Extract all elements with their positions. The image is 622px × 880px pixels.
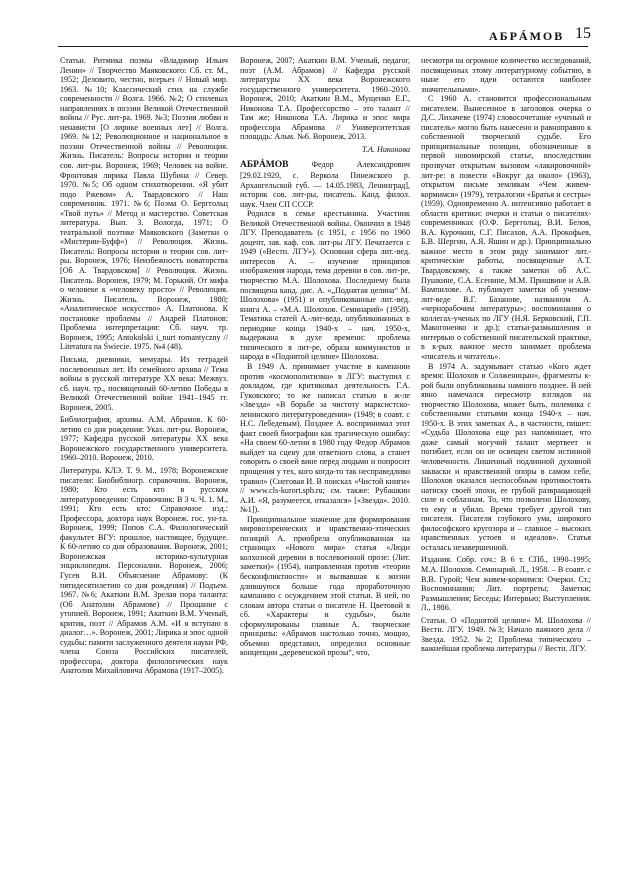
- author-signature: Т.А. Никонова: [362, 144, 410, 154]
- entry-intro: Федор Александрович [29.02.1920, с. Веркола Пинежского р. Архангельской губ. — 14.05.1983, Ленинград], историк сов. лит-ры, писатель. Канд. филол. наук. Член СП СССР.: [240, 160, 410, 209]
- column-2: [240, 56, 410, 658]
- literature-continued-paragraph: Воронеж, 2007; Акаткин В.М. Ученый, педагог, поэт (А.М. Абрамов) // Кафедра русской литературы XX века Воронежского государственного университета. 1960–2010. Воронеж, 2010; Акаткин В.М., Мущенко Е.Г., Никонова Т.А. Профессорство – это талант // Там же; Никонова Т.А. Лирика и эпос мира профессора Абрамова // Университетская площадь: Альм. №6. Воронеж, 2013.: [240, 56, 410, 142]
- continuation-paragraph: несмотря на огромное количество исследований, посвященных этому литературному событию, в ныне его идеи остаются наиболее значительными».: [421, 56, 591, 94]
- writer-paragraph: С 1960 А. становится профессиональным писателем. Вынесенное в заголовок очерка о Д.С. Лихачеве (1974) словосочетание «ученый и писатель» могло быть нанесено и равноправно к собственной творческой судьбе. Его принципиальные позиции, обозначенные в первой новомирской статье, впоследствии прозвучат открытым вызовом «лакировочной» лит-ре: в повести «Вокруг да около» (1963), открытом письме землякам «Чем живем-кормимся» (1979), тетралогии «Братья и сестры» (1959). Одновременно А. интенсивно работает в области критики: очерки и статьи о писателях-современниках (О.Ф. Берггольц, В.И. Белов, В.А. Курочкин, С.Г. Писахов, А.А. Прокофьев, Б.В. Шергин, А.Я. Яшин и др.). Принципиально важное место в этом ряду занимают лит.-критические работы, посвященные А.Т. Твардовскому, а также заметки об А.С. Пушкине, С.А. Есенине, М.М. Пришвине и А.В. Вампилове. А. публикует заметки об ученом-лит-веде В.Г. Базанове, названном А. «чернорабочим литературы»; воспоминания о коллегах-ученых по ЛГУ (Н.Я. Берковский, Г.П. Макогоненко и др.); статьи-размышления и интервью о собственной писательской практике, в к-рых важное место занимает проблема «писатель и читатель».: [421, 94, 591, 361]
- editions-paragraph: Издания. Собр. соч.: В 6 т. СПб., 1990–1995; М.А. Шолохов. Семинарий. Л., 1958. – В соавт. с В.В. Гурой; Чем живем-кормимся: Очерки. Ст.; Воспоминания; Лит. портреты; Заметки; Размышления; Беседы; Интервью; Выступления. Л., 1986.: [421, 555, 591, 613]
- campaign-paragraph: В 1949 А. принимает участие в кампании против «космополитизма» в ЛГУ: выступил с докладом, где критиковал деятельность Г.А. Гуковского; то же написал статью в ж-ле «Звезда» «В борьбе за чистоту марксистско-ленинского литературоведения» (1949; в соавт. с Н.С. Лебедевым). Позднее А. воспринимал этот факт своей биографии как трагическую ошибку: «На своем 60-летии в 1980 году Федор Абрамов выйдет на сцену для ответного слова, а станет говорить о своей вине перед людьми и попросит прощения у тех, кого когда-то так несправедливо травил» (Снеговая И. В поисках «Чистой книги» // www.cls-kurort.spb.ru; см. также: Рубашкин А.И. «Я, разумеется, отказался» [«Звезда». 2010. №1]).: [240, 361, 410, 515]
- articles-paragraph: Статьи. Ритмика поэмы «Владимир Ильич Ленин» // Творчество Маяковского: Сб. ст. М., 1952; Деловито, честно, всерьез // Новый мир. 1963. №10; Классический стих на службе современности // Волга. 1966. №2; О стилевых направлениях в поэзии Великой Отечественной войны // Рус. лит-ра. 1969. №3; Поэзия любви и ненависти [О лирике военных лет] // Волга. 1969. №12; Революционное и национальное в поэзии Отечественной войны // Революция. Жизнь. Писатель: Вопросы истории и теории сов. лит-ры. Воронеж, 1969; Человек на войне. Фронтовая лирика Павла Шубина // Север. 1970. №5; Об одном стихотворении. «Я убит подо Ржевом» А. Твардовского // Наш современник. 1971. №6; Поэма О. Берггольц «Твой путь» // Метод и мастерство. Советская литература. Вып. 3. Вологда, 1971; О театральной поэтике Маяковского (Заметки о «Мистерии-Буфф») // Революция. Жизнь. Писатель: Вопросы истории и теории сов. лит-ры. Воронеж, 1976; Неизбежность новаторства [Об А. Твардовском] // Революция. Жизнь. Писатель. Воронеж, 1979; М. Горький. От мифа о человеке к «человеку просто» // Революция. Жизнь. Писатель. Воронеж, 1980; «Аналитическое искусство» А. Платонова. К постановке проблемы // Андрей Платонов: Проблемы интерпретации: Сб. науч. тр. Воронеж, 1995; Antokolski i_nurt romantyczny // Literatura na Świecie. 1975. №4 (48).: [60, 56, 228, 352]
- header-rule: [58, 46, 588, 47]
- entry-name: АБРÁМОВ: [240, 160, 289, 171]
- column-3: [421, 56, 591, 654]
- sholokhov-paragraph: В 1974 А. задумывает статью «Кого ждет время: Шолохов и Солженицын», фрагменты к-рой были опубликованы намного позднее. В ней явно намечался пересмотр взглядов на творчество Шолохова, может быть, полемика с собственными статьями конца 1940-х – нач. 1950-х. В этих заметках А., в частности, пишет: «Судьба Шолохова еще раз напоминает, что даже самый могучий талант мертвеет и погибает, если он не освещен светом истинной человечности. Лишенный подлинной духовной закваски и нравственной опоры в самом себе, Шолохов оказался неспособным противостоять натиску своей эпохи, ее грубой развращающей силе и соблазнам. То, что позволено Шолохову, то ему и убило. Время требует другой тип писателя. Писателя глубокого ума, широкого философского кругозора и – главное – высоких нравственных устоев и идеалов». Статья осталась незавершенной.: [421, 361, 591, 552]
- letters-paragraph: Письма, дневники, мемуары. Из тетрадей послевоенных лет. Из семейного архива // Тема войны в русской литературе XX века: Межвуз. сб. науч. тр., посвященный 60-летию Победы в Великой Отечественной войне 1941–1945 гг. Воронеж, 2005.: [60, 354, 228, 412]
- bibliography-paragraph: Библиография, архивы. А.М. Абрамов. К 60-летию со дня рождения: Указ. лит-ры. Воронеж, 1977; Кафедра русской литературы XX века Воронежского государственного университета. 1960–2010. Воронеж, 2010.: [60, 415, 228, 463]
- principles-paragraph: Принципиальное значение для формирования мировоззренческих и нравственно-этических позиций А. приобрела опубликованная на страницах «Нового мира» статья «Люди колхозной деревни в послевоенной прозе: (Лит. заметки)» (1954), направленная против «теории бесконфликтности» и вызвавшая к жизни длившуюся больше года проработочную кампанию с осуждением этой статьи. В ней, по словам автора статьи о писателе Н. Цветовой в сб. «Характеры и судьбы», были сформулированы главные А. творческие принципы: «Абрамов настолько точно, мощно, объемно представил, определил основные концепции „деревенской прозы“, что,: [240, 514, 410, 658]
- biography-paragraph: Родился в семье крестьянина. Участник Великой Отечественной войны. Окончил в 1948 ЛГУ. Преподаватель (с 1951, с 1956 по 1960 доцент, зав. каф. сов. лит-ры ЛГУ. Печатается с 1949 («Вестн. ЛГУ»). Основная сфера лит.-вед. интересов А. – изучение принципов изображения народа, тема деревни в сов. лит-ре, творчество М.А. Шолохова. Последнему была посвящена канд. дис. А. «„Поднятая целина“ М. Шолохова» (1951) и опубликованные лит.-вед. книга А. – «М.А. Шолохов. Семинарий» (1958). Тематика статей А.-лит-веда, опубликованных в периодике конца 1940-х – нач. 1950-х, выдержана в духе времени: проблема типического в лит-ре, образа коммунистов и народа в «Поднятой целине» Шолохова.: [240, 209, 410, 362]
- entry-heading: [240, 160, 410, 209]
- articles-list-paragraph: Статьи. О «Поднятой целине» М. Шолохова // Вестн. ЛГУ. 1949. №3; Начало важного дела // Звезда. 1952. №2; Проблема типического – важнейшая проблема литературы // Вестн. ЛГУ.: [421, 615, 591, 654]
- literature-paragraph: Литература. КЛЭ. Т. 9. М., 1978; Воронежские писатели: Биобиблиогр. справочник. Воронеж, 1980; Кто есть кто в русском литературоведении: Справочник: В 3 ч. Ч. 1. М., 1991; Кто есть кто: Справочное изд.: Профессора, доктора наук Воронеж. гос. ун-та. Воронеж, 1999; Попов С.А. Филологический факультет ВГУ: прошлое, настоящее, будущее. К 60-летию со дня образования. Воронеж, 2001; Воронежская историко-культурная энциклопедия. Персоналии. Воронеж, 2006; Гусев В.И. Объяснение Абрамову: (К пятидесятилетию со дня рождения) // Подъем. 1967. №6; Акаткин В.М. Зрелая пора таланта: (Об Анатолии Абрамове) // Прощание с утопией. Воронеж, 1991; Акаткин В.М. Ученый, критик, поэт // Абрамов А.М. «И я вступаю в диалог…». Воронеж, 2001; Лирика и эпос одной судьбы: памяти заслуженного деятеля науки РФ, члена Союза Российских писателей, профессора, доктора филологических наук Анатолия Михайловича Абрамова (1917–2005).: [60, 465, 228, 676]
- column-1: [60, 56, 228, 676]
- running-head: АБРÁМОВ: [489, 29, 565, 43]
- page-number: 15: [575, 25, 591, 42]
- page-header: [0, 0, 622, 52]
